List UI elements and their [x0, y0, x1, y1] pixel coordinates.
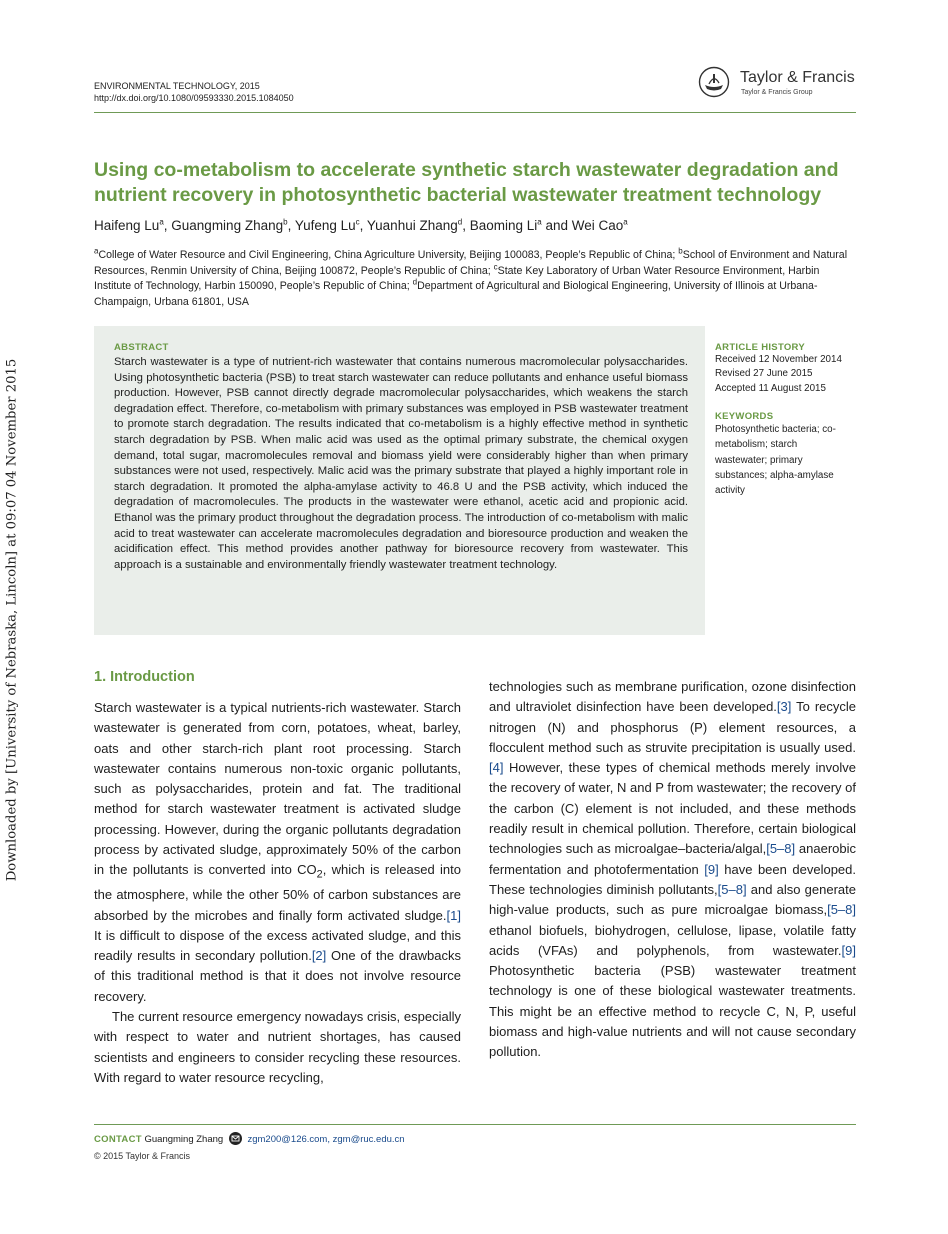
author[interactable]: Baoming Li$^a$ — [469, 217, 542, 233]
author[interactable]: Yufeng Lu$^c$ — [294, 217, 360, 233]
abstract-heading: ABSTRACT — [114, 342, 169, 353]
publisher-group: Taylor & Francis Group — [741, 89, 813, 96]
section-heading: 1. Introduction — [94, 669, 195, 685]
journal-header — [94, 80, 294, 104]
revised-date: Revised 27 June 2015 — [715, 368, 813, 380]
doi-link[interactable]: http://dx.doi.org/10.1080/09593330.2015.1084050 — [94, 93, 294, 103]
citation-link[interactable]: [5–8] — [717, 881, 747, 897]
contact-emails[interactable]: zgm200@126.com, zgm@ruc.edu.cn — [247, 1134, 405, 1145]
citation-link[interactable]: [4] — [489, 760, 504, 776]
paragraph: Starch wastewater is a typical nutrients-rich wastewater. Starch wastewater is generated from corn, potatoes, wheat, barley, oats and other starch-rich plant root processing. Starch wastewater contains numerous non-toxic organic pollutants, such as polysaccharides, protein and fat. The traditional method for starch wastewater treatment is activated sludge processing. However, during the organic pollutants degradation process by activated sludge, approximately 50% of the carbon in the pollutants is converted into $CO_2$, which is released into the atmosphere, while the other 50% of carbon substances are absorbed by the microbes and finally form activated sludge.[1] It is difficult to dispose of the excess activated sludge, and this readily results in secondary pollution.[2] One of the drawbacks of this traditional method is that it does not involve resource recovery. — [94, 700, 461, 1004]
article-history — [715, 342, 860, 396]
keywords — [715, 411, 850, 498]
affiliations: $^a$College of Water Resource and Civil Engineering, China Agriculture University, Beijing 100083, People’s Republic of China; $^b$School of Environment and Natural Resources, Renmin University of China, Beijing 100872, People’s Republic of China; $^c$State Key Laboratory of Urban Water Resource Environment, Harbin Institute of Technology, Harbin 150090, People’s Republic of China; $^d$Department of Agricultural and Biological Engineering, University of Illinois at Urbana-Champaign, Urbana 61801, USA — [94, 246, 848, 308]
article-history-heading: ARTICLE HISTORY — [715, 342, 806, 353]
body-column-left — [94, 698, 461, 1088]
citation-link[interactable]: [5–8] — [766, 841, 796, 857]
contact-line — [94, 1132, 405, 1146]
contact-name: Guangming Zhang — [144, 1134, 224, 1145]
body-column-right — [489, 677, 856, 1063]
author[interactable]: Yuanhui Zhang$^d$ — [366, 217, 463, 233]
author-list: Haifeng Lu$^a$, Guangming Zhang$^b$, Yufeng Lu$^c$, Yuanhui Zhang$^d$, Baoming Li$^a$ and Wei Cao$^a$ — [94, 217, 628, 233]
affiliation: School of Environment and Natural Resources, Renmin University of China, Beijing 100872, People’s Republic of China; — [94, 249, 848, 277]
author[interactable]: Wei Cao$^a$ — [571, 217, 628, 233]
affiliation: College of Water Resource and Civil Engineering, China Agriculture University, Beijing 100083, People’s Republic of China; — [98, 249, 679, 261]
citation-link[interactable]: [1] — [446, 907, 461, 923]
publisher-logo[interactable] — [698, 66, 858, 106]
header-divider — [94, 112, 856, 113]
footer-divider — [94, 1124, 856, 1125]
publisher-emblem-icon — [698, 66, 730, 98]
download-watermark — [0, 0, 24, 1234]
article-title: Using co-metabolism to accelerate synthetic starch wastewater degradation and nutrient recovery in photosynthetic bacterial wastewater treatment technology — [94, 159, 839, 206]
author[interactable]: Haifeng Lu$^a$ — [94, 217, 164, 233]
publisher-name: Taylor & Francis — [740, 69, 855, 86]
journal-name: ENVIRONMENTAL TECHNOLOGY, 2015 — [94, 81, 260, 91]
accepted-date: Accepted 11 August 2015 — [715, 382, 826, 394]
citation-link[interactable]: [3] — [776, 699, 792, 715]
copyright: © 2015 Taylor & Francis — [94, 1151, 191, 1161]
author[interactable]: Guangming Zhang$^b$ — [171, 217, 288, 233]
received-date: Received 12 November 2014 — [715, 354, 842, 365]
citation-link[interactable]: [9] — [841, 942, 856, 958]
citation-link[interactable]: [5–8] — [827, 902, 856, 918]
envelope-icon — [229, 1132, 242, 1145]
affiliation: State Key Laboratory of Urban Water Resource Environment, Harbin Institute of Technology, Harbin 150090, People’s Republic of China; — [94, 264, 820, 292]
paragraph: The current resource emergency nowadays crisis, especially with respect to water and nutrient shortages, has caused scientists and engineers to consider recycling these resources. With regard to water resource recycling, — [94, 1009, 461, 1085]
keywords-heading: KEYWORDS — [715, 411, 774, 422]
affiliation: Department of Agricultural and Biological Engineering, University of Illinois at Urbana-Champaign, Urbana 61801, USA — [94, 280, 818, 308]
paragraph: technologies such as membrane purification, ozone disinfection and ultraviolet disinfection have been developed.[3] To recycle nitrogen (N) and phosphorus (P) element resources, a flocculent method such as struvite precipitation is usually used.[4] However, these types of chemical methods merely involve the recovery of water, N and P from wastewater; the recovery of the carbon (C) element is not included, and these methods readily result in chemical pollution. Therefore, certain biological technologies such as microalgae–bacteria/algal,[5–8] anaerobic fermentation and photofermentation [9] have been developed. These technologies diminish pollutants,[5–8] and also generate high-value products, such as pure microalgae biomass,[5–8] ethanol biofuels, biohydrogen, cellulose, lipase, volatile fatty acids (VFAs) and polyphenols, from wastewater.[9] Photosynthetic bacteria (PSB) wastewater treatment technology is one of these biological wastewater treatments. This might be an effective method to recycle C, N, P, useful biomass and high-value nutrients and will not cause secondary pollution. — [489, 679, 856, 1060]
citation-link[interactable]: [9] — [704, 861, 719, 877]
contact-label: CONTACT — [94, 1134, 142, 1145]
keywords-text: Photosynthetic bacteria; co-metabolism; starch wastewater; primary substances; alpha-amylase activity — [715, 424, 836, 497]
citation-link[interactable]: [2] — [311, 948, 327, 964]
abstract-text: Starch wastewater is a type of nutrient-rich wastewater that contains numerous macromolecular polysaccharides. Using photosynthetic bacteria (PSB) to treat starch wastewater can reduce pollutants and enhance useful biomass production. However, PSB cannot directly degrade macromolecular polysaccharides, which weakens the starch degradation effect. Therefore, co-metabolism with primary substances was employed in PSB wastewater treatment to promote starch degradation. The results indicated that co-metabolism is a highly effective method in synthetic starch degradation by PSB. When malic acid was used as the optimal primary substrate, the chemical oxygen demand, total sugar, macromolecules removal and biomass yield were considerably higher than when primary substances were not used, respectively. Malic acid was the primary substrate that played a highly important role in starch degradation. It promoted the alpha-amylase activity to 46.8 U and the PSB activity, which induced the degradation of macromolecules. The products in the wastewater were ethanol, acetic acid and propionic acid. Ethanol was the primary product throughout the degradation process. The introduction of co-metabolism with malic acid to treat wastewater can accelerate macromolecules degradation and bioresource production and weaken the acidification effect. This method provides another pathway for bioresource recovery from wastewater. This approach is a sustainable and environmentally friendly wastewater treatment technology. — [114, 356, 688, 571]
watermark-text: Downloaded by [University of Nebraska, Lincoln] at 09:07 04 November 2015 — [4, 358, 20, 882]
